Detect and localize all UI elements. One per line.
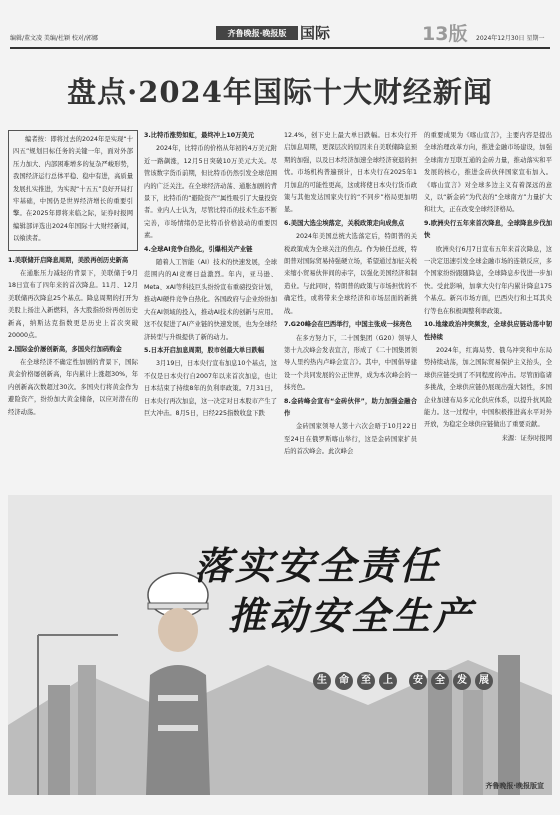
page-number: 13版 — [422, 23, 468, 45]
slogan-character: 安 — [409, 672, 427, 690]
article-heading: 3.比特币涨势如虹，最终冲上10万美元 — [144, 132, 254, 139]
article-paragraph: 2024年，比特币的价格从年初的4万美元附近一路飙涨，12月5日突破10万美元大关。尽管该数字货币前期，但比特币仍然引发全球范围内的广泛关注。在全球经济动荡、通胀加剧的背景下，比特币的“避险资产”属性吸引了大量投资者。业内人士认为，尽管比特币的技术生态不断完善，市场情绪仍是比特币价格波动的重要因素。 — [144, 145, 277, 240]
article-paragraph: 在多方努力下，二十国集团（G20）领导人第十九次峰会发表宣言，形成了《二十国集团领导人里约热内卢峰会宣言》。其中，中国倡导建设一个共同发展的公正世界，成为本次峰会的一抹亮色。 — [284, 334, 417, 392]
header-rule — [10, 47, 550, 49]
slogan-character: 展 — [475, 672, 493, 690]
article-column-3 — [284, 130, 417, 460]
slogan-character: 发 — [453, 672, 471, 690]
article-paragraph: 3月19日，日本央行宣布加息10个基点，这不仅是日本央行自2007年以来首次加息，也让日本结束了持续8年的负利率政策。7月31日，日本央行再次加息，这一决定对日本股市产生了巨大冲击。8月5日，日经225指数收盘下跌 — [144, 360, 277, 417]
article-column-1 — [8, 130, 138, 420]
article-heading: 10.地缘政治冲突频发，全球供应链动荡中韧性持续 — [424, 321, 552, 341]
article-paragraph: 随着人工智能（AI）技术的快速发展，全球范围内的AI竞赛日益激烈。年内，亚马逊、Meta、xAI等科技巨头纷纷宣布重磅投资计划，推动AI硬件竞争白热化。各国政府与企业纷纷加大在AI领域的投入，推动AI技术的创新与应用。这不仅促进了AI产业链的快速发展，也为全球经济转型与升级提供了新的动力。 — [144, 259, 277, 341]
article-heading: 5.日本开启加息周期，股市创最大单日跌幅 — [144, 346, 265, 354]
article-paragraph: 在通胀压力减轻的背景下，美联储于9月18日宣布了四年来的首次降息。11月、12月美联储再次降息25个基点。降息周期的打开为美股上扬注入新燃料，各大股指纷纷再创历史新高，纳斯达克指数更是历史上首次突破20000点。 — [8, 270, 138, 340]
ad-slogan — [313, 672, 493, 690]
page-header — [0, 0, 560, 50]
article-heading: 9.欧洲央行五年来首次降息，全球降息步伐加快 — [424, 219, 552, 240]
article-column-4 — [424, 130, 552, 446]
article-heading: 4.全球AI竞争白热化，引爆相关产业链 — [144, 245, 253, 253]
article-heading: 7.G20峰会在巴西举行，中国主张成一抹亮色 — [284, 321, 412, 329]
section-name: 国际 — [300, 24, 331, 42]
article-paragraph: 的重要成果为《喀山宣言》，主要内容是提出全球治理改革方向，推进金融市场建设，加强全球南方互联互通的金砖力量，推动落实和平发展的核心，推进金砖伙伴国家宣布加入。《喀山宣言》对全球多边主义有着深远的意义，以“新金砖”为代表的“全球南方”力量扩大和壮大，正在改变全球经济格局。 — [424, 132, 552, 214]
article-paragraph: 2024年，红海局势、俄乌冲突和中东局势持续动荡，加之国际贸易保护主义抬头，全球供应链受到了不同程度的冲击。尽管面临诸多挑战，全球供应链仍展现出强大韧性，多国企业加速布局多元化供应体系，以提升抗风险能力。这一过程中，中国积极推进高水平对外开放，为稳定全球供应链做出了重要贡献。 — [424, 346, 552, 429]
page-title: 盘点·2024年国际十大财经新闻 — [67, 75, 493, 109]
article-heading: 1.美联储开启降息周期，美股再创历史新高 — [8, 256, 129, 264]
newspaper-logo: 齐鲁晚报·晚报版 — [216, 26, 298, 40]
article-paragraph: 在全球经济不确定性加剧的背景下，国际黄金价格屡创新高，年内累计上涨超30%，年内创新高次数超过30次。多国央行将黄金作为避险资产，纷纷加大黄金储备，以应对潜在的经济动荡。 — [8, 358, 138, 416]
slogan-character: 至 — [357, 672, 375, 690]
ad-credit: 齐鲁晚报·晚报版宣 — [485, 782, 544, 790]
ad-headline-1: 落实安全责任 — [194, 543, 441, 588]
editor-note — [8, 130, 138, 251]
article-paragraph: 欧洲央行6月7日宣布五年来首次降息，这一决定迅速引发全球金融市场的连锁反应，多个国家纷纷跟随降息，全球降息步伐进一步加快。受此影响，加拿大央行年内累计降息175个基点。新兴市场方面，巴西央行和土耳其央行等也在积极调整利率政策。 — [424, 245, 552, 315]
slogan-character: 全 — [431, 672, 449, 690]
slogan-character: 生 — [313, 672, 331, 690]
slogan-spacer — [401, 672, 405, 690]
editors-credit: 编辑/董文凌 美编/杜颖 校对/郭娜 — [10, 35, 98, 42]
safety-advert — [8, 495, 552, 795]
article-paragraph: 12.4%，创下史上最大单日跌幅。日本央行开启加息周期，更深层次的原因来自美联储降息预期的加强，以及日本经济加速全球经济衰退的担忧。市场机构普遍预计，日本央行在2025年1月加息的可能性更高，这或将使日本央行货币政策与其他发达国家央行的“不同步”格局更加明显。 — [284, 132, 417, 214]
article-heading: 8.金砖峰会宣布“金砖伙伴”，助力加强金融合作 — [284, 397, 417, 417]
article-paragraph: 2024年美国总统大选落定后，特朗普的关税政策成为全球关注的焦点。作为候任总统，特朗普对国际贸易持强硬立场，希望通过加征关税来缩小贸易伙伴间的赤字，以强化美国经济和制造业。与此同时，特朗普的政策与市场担忧的不确定性，或将带来全球经济和市场层面的新挑战。 — [284, 233, 417, 315]
slogan-character: 命 — [335, 672, 353, 690]
worker-illustration — [138, 555, 218, 795]
slogan-character: 上 — [379, 672, 397, 690]
ad-headline-2: 推动安全生产 — [228, 593, 475, 638]
editor-note-text: 编者按：即将过去的2024年是实现“十四五”规划目标任务的关键一年，面对外部压力加大、内部困难增多的复杂严峻形势，我国经济运行总体平稳、稳中有进，高质量发展扎实推进，为实现“十五五”良好开局打牢基础，中国仍是世界经济增长的重要引擎。在2025年即将来临之际，证券时报网编辑部评选出2024年国际十大财经新闻，以飨读者。 — [13, 136, 133, 243]
article-heading: 2.国际金价屡创新高，多国央行加码购金 — [8, 345, 122, 353]
article-paragraph: 金砖国家领导人第十六次会晤于10月22日至24日在俄罗斯喀山举行，这是金砖国家扩员后的首次峰会。此次峰会 — [284, 423, 417, 456]
column-1-body — [8, 255, 138, 419]
article-heading: 6.美国大选尘埃落定，关税政策走向成焦点 — [284, 219, 405, 227]
issue-date: 2024年12月30日 星期一 — [476, 35, 545, 42]
source-credit: 来源：证券时报网 — [501, 434, 552, 442]
article-column-2 — [144, 130, 277, 421]
